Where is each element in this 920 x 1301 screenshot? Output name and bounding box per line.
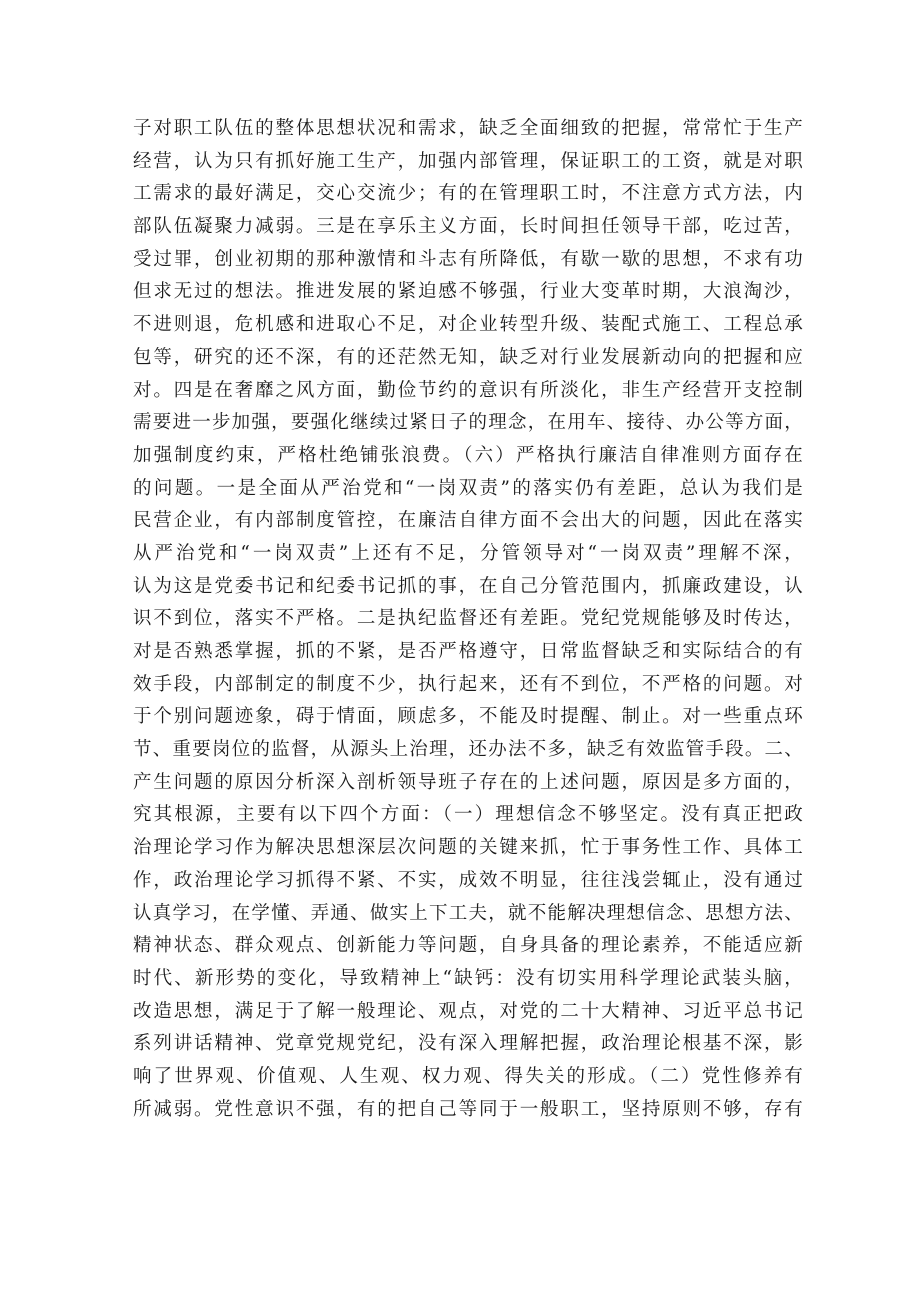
text-line: 工需求的最好满足，交心交流少；有的在管理职工时，不注意方式方法，内	[133, 183, 803, 205]
text-line: 受过罪，创业初期的那种激情和斗志有所降低，有歇一歇的思想，不求有功	[133, 248, 803, 270]
body-text	[133, 113, 803, 1126]
text-line: 的问题。一是全面从严治党和“一岗双责”的落实仍有差距，总认为我们是	[133, 477, 803, 499]
text-line: 但求无过的想法。推进发展的紧迫感不够强，行业大变革时期，大浪淘沙，	[133, 281, 803, 303]
text-line: 不进则退，危机感和进取心不足，对企业转型升级、装配式施工、工程总承	[133, 314, 803, 336]
text-line: 所减弱。党性意识不强，有的把自己等同于一般职工，坚持原则不够，存有	[133, 1098, 803, 1120]
text-line: 包等，研究的还不深，有的还茫然无知，缺乏对行业发展新动向的把握和应	[133, 346, 803, 368]
text-line: 对是否熟悉掌握，抓的不紧，是否严格遵守，日常监督缺乏和实际结合的有	[133, 641, 803, 662]
text-line: 从严治党和“一岗双责”上还有不足，分管领导对“一岗双责”理解不深，	[133, 542, 803, 564]
text-line: 子对职工队伍的整体思想状况和需求，缺乏全面细致的把握，常常忙于生产	[133, 118, 803, 139]
text-line: 作，政治理论学习抓得不紧、不实，成效不明显，往往浅尝辄止，没有通过	[133, 869, 803, 891]
text-line: 经营，认为只有抓好施工生产，加强内部管理，保证职工的工资，就是对职	[133, 150, 803, 172]
text-line: 究其根源，主要有以下四个方面：（一）理想信念不够坚定。没有真正把政	[133, 804, 803, 826]
text-line: 识不到位，落实不严格。二是执纪监督还有差距。党纪党规能够及时传达，	[133, 608, 803, 630]
text-line: 加强制度约束，严格杜绝铺张浪费。（六）严格执行廉洁自律准则方面存在	[133, 444, 803, 466]
text-line: 认真学习，在学懂、弄通、做实上下工夫，就不能解决理想信念、思想方法、	[133, 902, 803, 924]
text-line: 效手段，内部制定的制度不少，执行起来，还有不到位，不严格的问题。对	[133, 673, 803, 695]
text-line: 于个别问题迹象，碍于情面，顾虑多，不能及时提醒、制止。对一些重点环	[133, 706, 803, 728]
text-line: 时代、新形势的变化，导致精神上“缺钙：没有切实用科学理论武装头脑，	[133, 967, 803, 989]
text-line: 产生问题的原因分析深入剖析领导班子存在的上述问题，原因是多方面的，	[133, 771, 803, 793]
text-line: 系列讲话精神、党章党规党纪，没有深入理解把握，政治理论根基不深，影	[133, 1033, 803, 1055]
text-line: 需要进一步加强，要强化继续过紧日子的理念，在用车、接待、办公等方面，	[133, 412, 803, 434]
text-line: 响了世界观、价值观、人生观、权力观、得失关的形成。（二）党性修养有	[133, 1065, 803, 1087]
text-line: 部队伍凝聚力减弱。三是在享乐主义方面，长时间担任领导干部，吃过苦，	[133, 216, 803, 238]
text-line: 改造思想，满足于了解一般理论、观点，对党的二十大精神、习近平总书记	[133, 1000, 803, 1022]
text-line: 治理论学习作为解决思想深层次问题的关键来抓，忙于事务性工作、具体工	[133, 837, 803, 859]
text-line: 对。四是在奢靡之风方面，勤俭节约的意识有所淡化，非生产经营开支控制	[133, 379, 803, 401]
text-line: 节、重要岗位的监督，从源头上治理，还办法不多，缺乏有效监管手段。二、	[133, 739, 803, 761]
text-line: 民营企业，有内部制度管控，在廉洁自律方面不会出大的问题，因此在落实	[133, 510, 803, 532]
text-line: 认为这是党委书记和纪委书记抓的事，在自己分管范围内，抓廉政建设，认	[133, 575, 803, 597]
text-line: 精神状态、群众观点、创新能力等问题，自身具备的理论素养，不能适应新	[133, 935, 803, 957]
